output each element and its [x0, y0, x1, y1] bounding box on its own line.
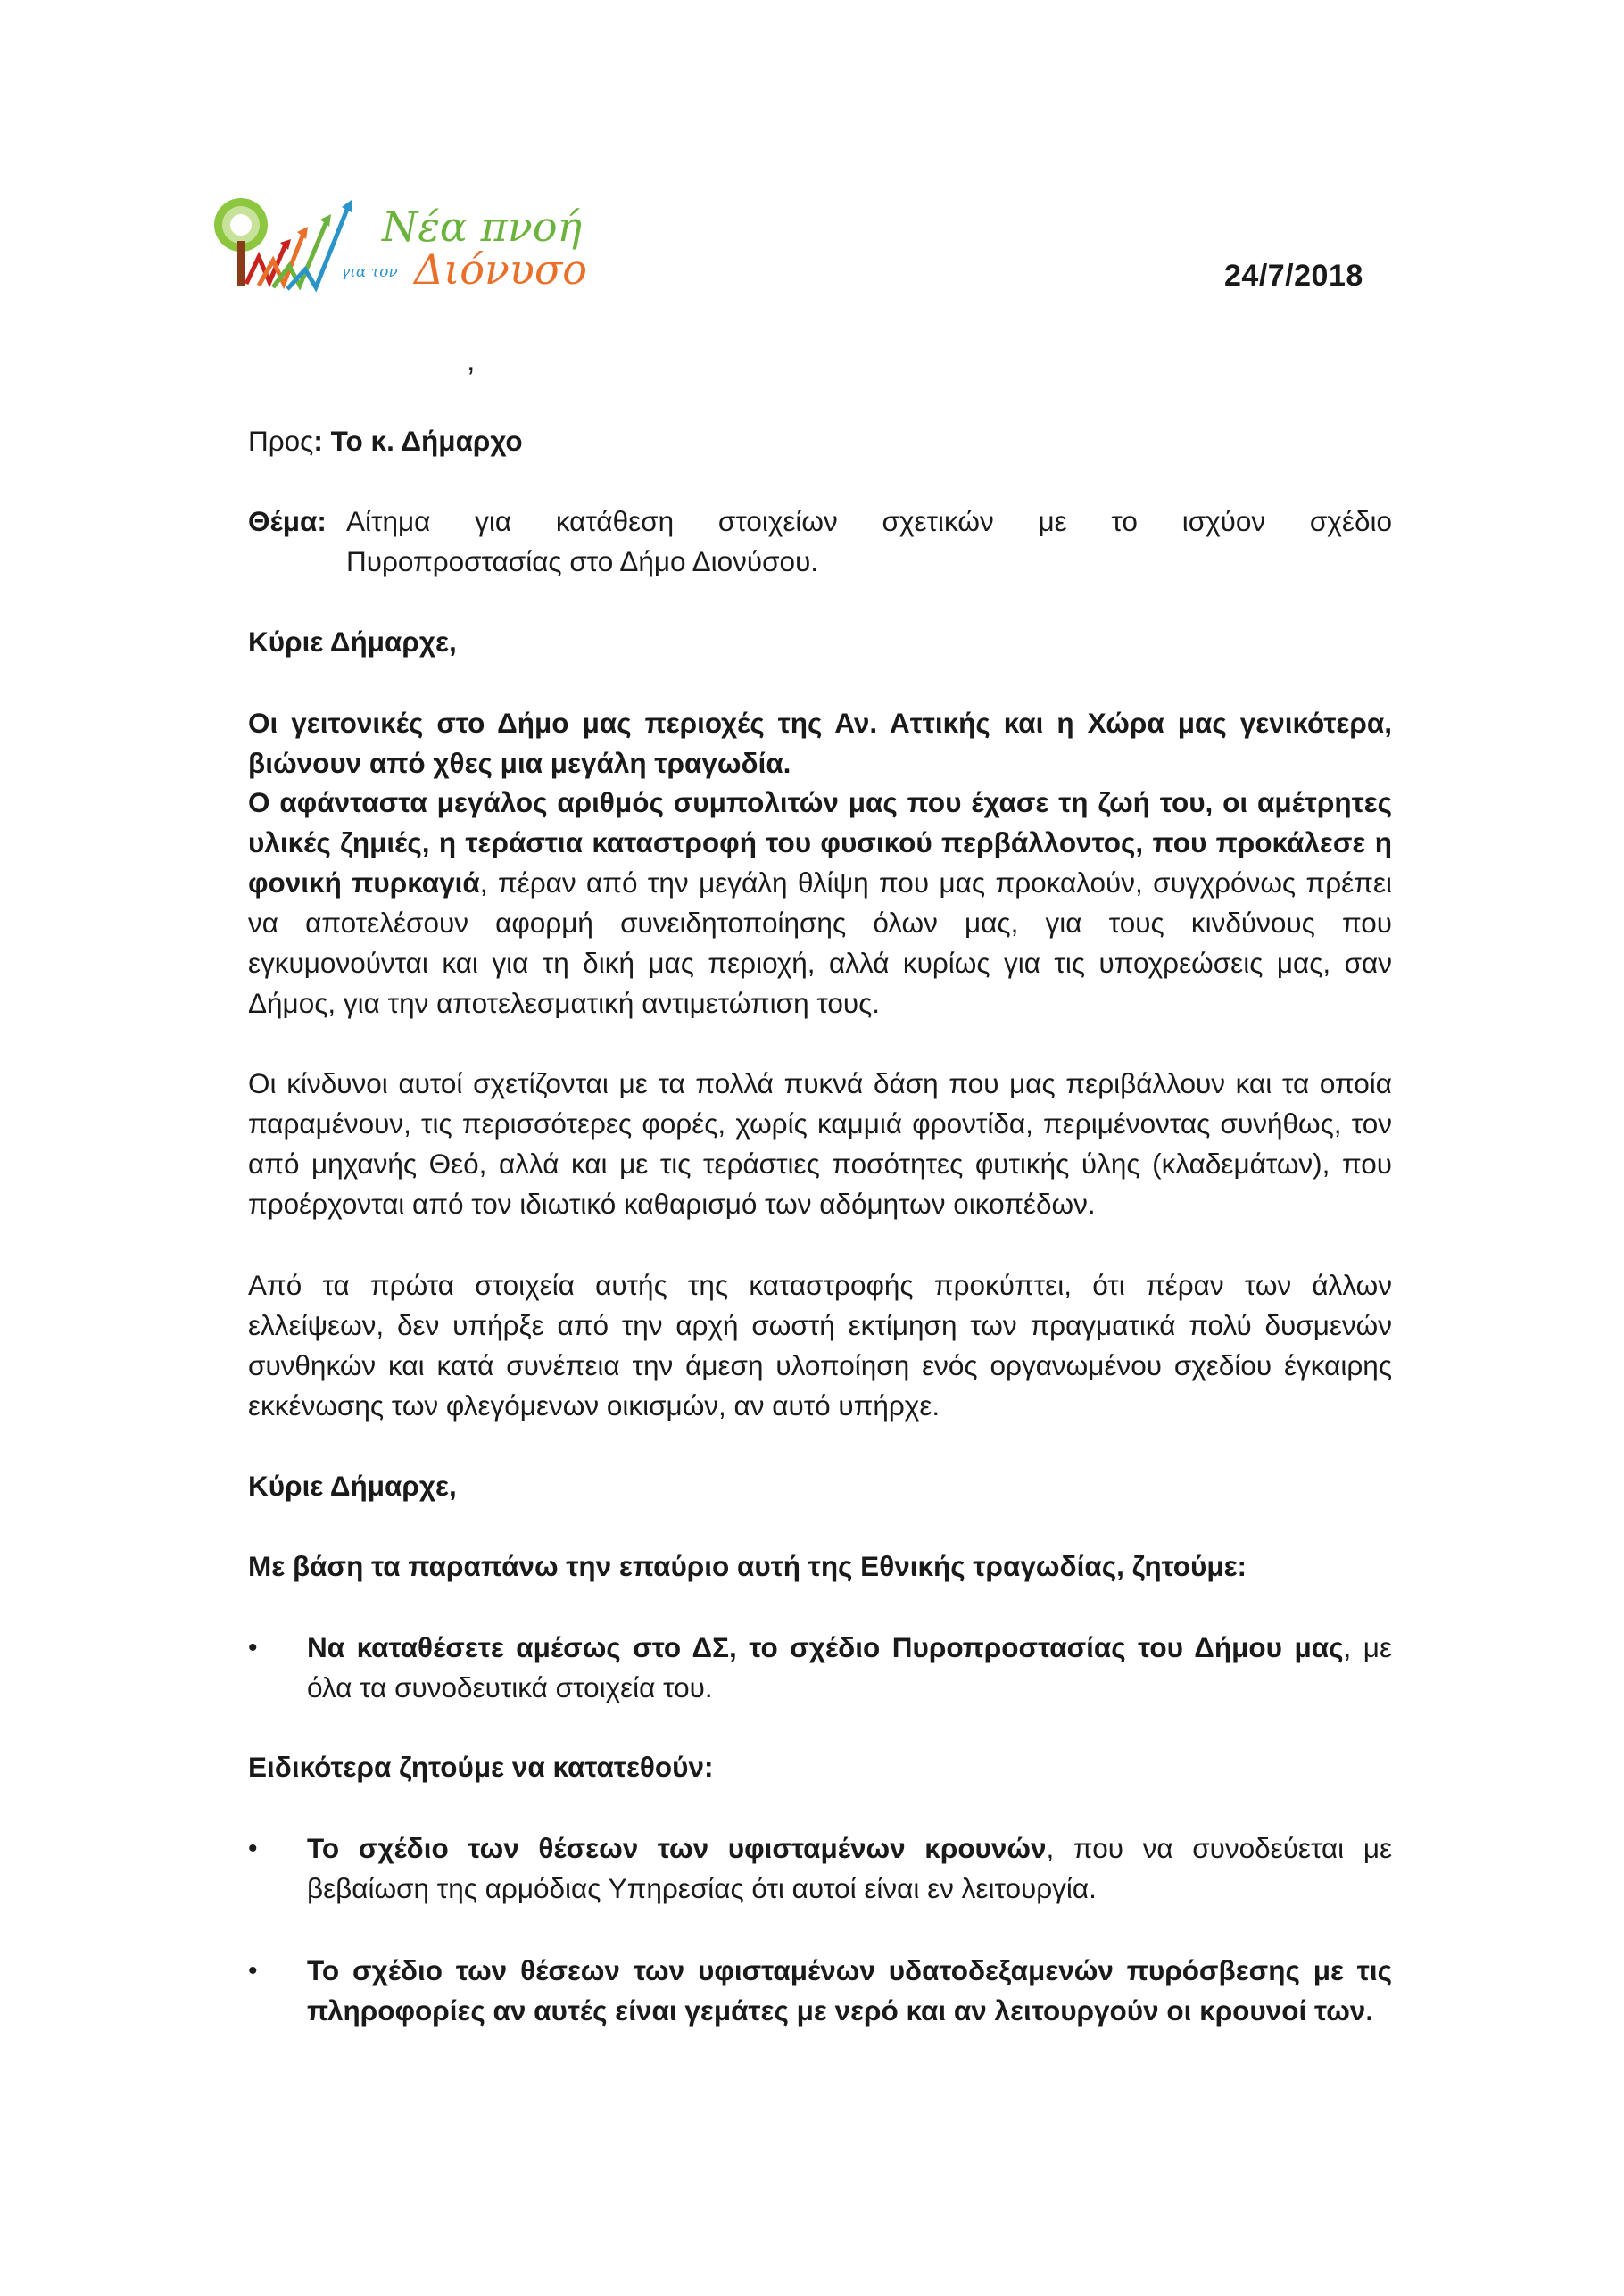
- bullet-item-3: [248, 1951, 1392, 2031]
- subject-line-2: Πυροπροστασίας στο Δήμο Διονύσου.: [346, 545, 819, 577]
- bullet-2-text: [307, 1828, 1392, 1909]
- subject-text: [346, 501, 1392, 582]
- bullet-3-text: Το σχέδιο των θέσεων των υφισταμένων υδατοδεξαμενών πυρόσβεσης με τις πληροφορίες αν αυτές είναι γεμάτες με νερό και αν λειτουργούν οι κρουνοί των.: [307, 1954, 1392, 2027]
- recipient-line: [248, 421, 1392, 461]
- paragraph-2-rest: , πέραν από την μεγάλη θλίψη που μας προκαλούν, συγχρόνως πρέπει να αποτελέσουν αφορμή συνειδητοποίησης όλων μας, για τους κινδύνους που εγκυμονούνται και για τη δική μας περιοχή, αλλά κυρίως για τις υποχρεώσεις μας, σαν Δήμος, για την αποτελεσματική αντιμετώπιση τους.: [248, 866, 1392, 1019]
- paragraph-1: Οι γειτονικές στο Δήμο μας περιοχές της Αν. Αττικής και η Χώρα μας γενικότερα, βιώνουν από χθες μια μεγάλη τραγωδία.: [248, 707, 1392, 779]
- bullet-1-text: [307, 1628, 1392, 1708]
- bullet-item-1: [248, 1628, 1392, 1708]
- recipient-label: Προς: [248, 425, 314, 457]
- logo-graphic: [203, 195, 632, 294]
- bullet-2-rest: , που να συνοδεύεται με βεβαίωση της αρμόδιας Υπηρεσίας ότι αυτοί είναι εν λειτουργία.: [307, 1832, 1393, 1904]
- logo-text-small: για τον: [341, 263, 398, 281]
- bullet-icon: •: [248, 1633, 258, 1662]
- paragraph-3: Οι κίνδυνοι αυτοί σχετίζονται με τα πολλά πυκνά δάση που μας περιβάλλουν και τα οποία παραμένουν, τις περισσότερες φορές, χωρίς καμμιά φροντίδα, περιμένοντας συνήθως, τον από μηχανής Θεό, αλλά και με τις τεράστιες ποσότητες φυτικής ύλης (κλαδεμάτων), που προέρχονται από τον ιδιωτικό καθαρισμό των αδόμητων οικοπέδων.: [248, 1067, 1392, 1220]
- greeting-1: Κύριε Δήμαρχε,: [248, 626, 457, 658]
- logo-text-name: Διόνυσο: [414, 245, 587, 294]
- bullet-item-2: [248, 1828, 1392, 1909]
- organization-logo: [203, 195, 632, 294]
- paragraph-2-bold: Ο αφάνταστα μεγάλος αριθμός συμπολιτών μας που έχασε τη ζωή του, οι αμέτρητες υλικές ζημιές, η τεράστια καταστροφή του φυσικού περβάλλοντος, που προκάλεσε η φονική πυρκαγιά: [248, 786, 1392, 899]
- bullet-1-rest: , με όλα τα συνοδευτικά στοιχεία του.: [307, 1631, 1392, 1703]
- subject-label: Θέμα:: [248, 505, 327, 537]
- paragraph-4: Από τα πρώτα στοιχεία αυτής της καταστροφής προκύπτει, ότι πέραν των άλλων ελλείψεων, δεν υπήρξε από την αρχή σωστή εκτίμηση των πραγματικά πολύ δυσμενών συνθηκών και κατά συνέπεια την άμεση υλοποίηση ενός οργανωμένου σχεδίου έγκαιρης εκκένωσης των φλεγόμενων οικισμών, αν αυτό υπήρχε.: [248, 1269, 1392, 1422]
- paragraph-2: [248, 783, 1392, 1024]
- subject-block: [248, 501, 1392, 582]
- stray-mark: ,: [467, 344, 476, 377]
- specific-intro: Ειδικότερα ζητούμε να κατατεθούν:: [248, 1751, 714, 1783]
- letter-date: 24/7/2018: [1224, 259, 1363, 293]
- bullet-2-bold: Το σχέδιο των θέσεων των υφισταμένων κρουνών: [307, 1832, 1047, 1864]
- logo-tree-center: [230, 214, 252, 236]
- request-intro: Με βάση τα παραπάνω την επαύριο αυτή της Εθνικής τραγωδίας, ζητούμε:: [248, 1550, 1247, 1582]
- logo-text-main: Νέα πνοή: [382, 203, 583, 251]
- bullet-icon: •: [248, 1834, 258, 1863]
- recipient-name: : Το κ. Δήμαρχο: [313, 425, 523, 457]
- greeting-2: Κύριε Δήμαρχε,: [248, 1470, 457, 1502]
- bullet-1-bold: Να καταθέσετε αμέσως στο ΔΣ, το σχέδιο Πυροπροστασίας του Δήμου μας: [307, 1631, 1344, 1663]
- logo-tree-trunk: [237, 241, 245, 286]
- bullet-icon: •: [248, 1956, 258, 1985]
- subject-line-1: Αίτημα για κατάθεση στοιχείων σχετικών με το ισχύον σχέδιο: [346, 505, 1392, 537]
